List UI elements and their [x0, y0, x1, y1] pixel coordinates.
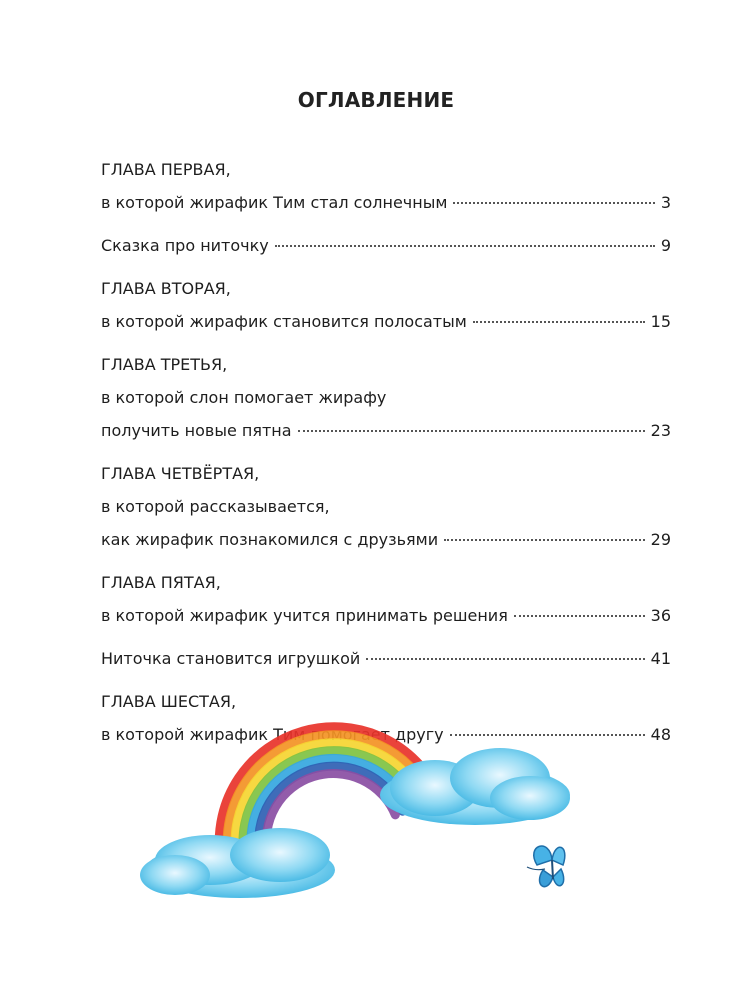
toc-page-number: 48	[650, 725, 671, 744]
toc-entry-title: получить новые пятна	[101, 421, 292, 440]
toc-chapter-heading: ГЛАВА ЧЕТВЁРТАЯ,	[101, 464, 260, 483]
dot-leader	[298, 430, 645, 432]
toc-page-number: 29	[650, 530, 671, 549]
toc-chapter-heading: в которой слон помогает жирафу	[101, 388, 387, 407]
toc-entry	[101, 566, 671, 632]
toc-page-number: 15	[650, 312, 671, 331]
dot-leader	[453, 202, 654, 204]
toc-line	[101, 414, 671, 447]
left-cloud-icon	[140, 828, 335, 898]
toc-chapter-heading: в которой рассказывается,	[101, 497, 330, 516]
toc-line	[101, 348, 671, 381]
toc-entry-title: в которой жирафик Тим стал солнечным	[101, 193, 448, 212]
toc-line	[101, 566, 671, 599]
toc-line	[101, 599, 671, 632]
toc-line	[101, 305, 671, 338]
toc-page-number: 9	[660, 236, 671, 255]
toc-entry-title: как жирафик познакомился с друзьями	[101, 530, 439, 549]
toc-page-number: 23	[650, 421, 671, 440]
toc-entry	[101, 153, 671, 219]
table-of-contents	[101, 153, 671, 761]
toc-entry	[101, 229, 671, 262]
dot-leader	[275, 245, 655, 247]
toc-line	[101, 381, 671, 414]
rainbow-clouds-illustration	[130, 720, 590, 930]
toc-entry-title: Ниточка становится игрушкой	[101, 649, 361, 668]
toc-line	[101, 523, 671, 556]
toc-chapter-heading: ГЛАВА ШЕСТАЯ,	[101, 692, 237, 711]
dot-leader	[366, 658, 644, 660]
toc-entry-title: в которой жирафик становится полосатым	[101, 312, 467, 331]
toc-chapter-heading: ГЛАВА ВТОРАЯ,	[101, 279, 231, 298]
toc-entry	[101, 457, 671, 556]
toc-entry	[101, 348, 671, 447]
toc-line	[101, 272, 671, 305]
toc-page-number: 36	[650, 606, 671, 625]
dot-leader	[514, 615, 645, 617]
toc-chapter-heading: ГЛАВА ПЕРВАЯ,	[101, 160, 231, 179]
toc-chapter-heading: ГЛАВА ТРЕТЬЯ,	[101, 355, 228, 374]
dot-leader	[444, 539, 645, 541]
toc-page-number: 41	[650, 649, 671, 668]
toc-line	[101, 153, 671, 186]
toc-entry	[101, 642, 671, 675]
page-title: ОГЛАВЛЕНИЕ	[297, 88, 455, 112]
dot-leader	[473, 321, 645, 323]
toc-entry-title: в которой жирафик учится принимать решения	[101, 606, 508, 625]
toc-line	[101, 457, 671, 490]
toc-line	[101, 642, 671, 675]
toc-line	[101, 186, 671, 219]
toc-entry	[101, 272, 671, 338]
toc-line	[101, 685, 671, 718]
butterfly-icon	[527, 846, 565, 887]
toc-line	[101, 229, 671, 262]
toc-chapter-heading: ГЛАВА ПЯТАЯ,	[101, 573, 221, 592]
toc-page-number: 3	[660, 193, 671, 212]
toc-entry-title: Сказка про ниточку	[101, 236, 269, 255]
toc-entry-title: в которой жирафик Тим помогает другу	[101, 725, 444, 744]
toc-line	[101, 490, 671, 523]
